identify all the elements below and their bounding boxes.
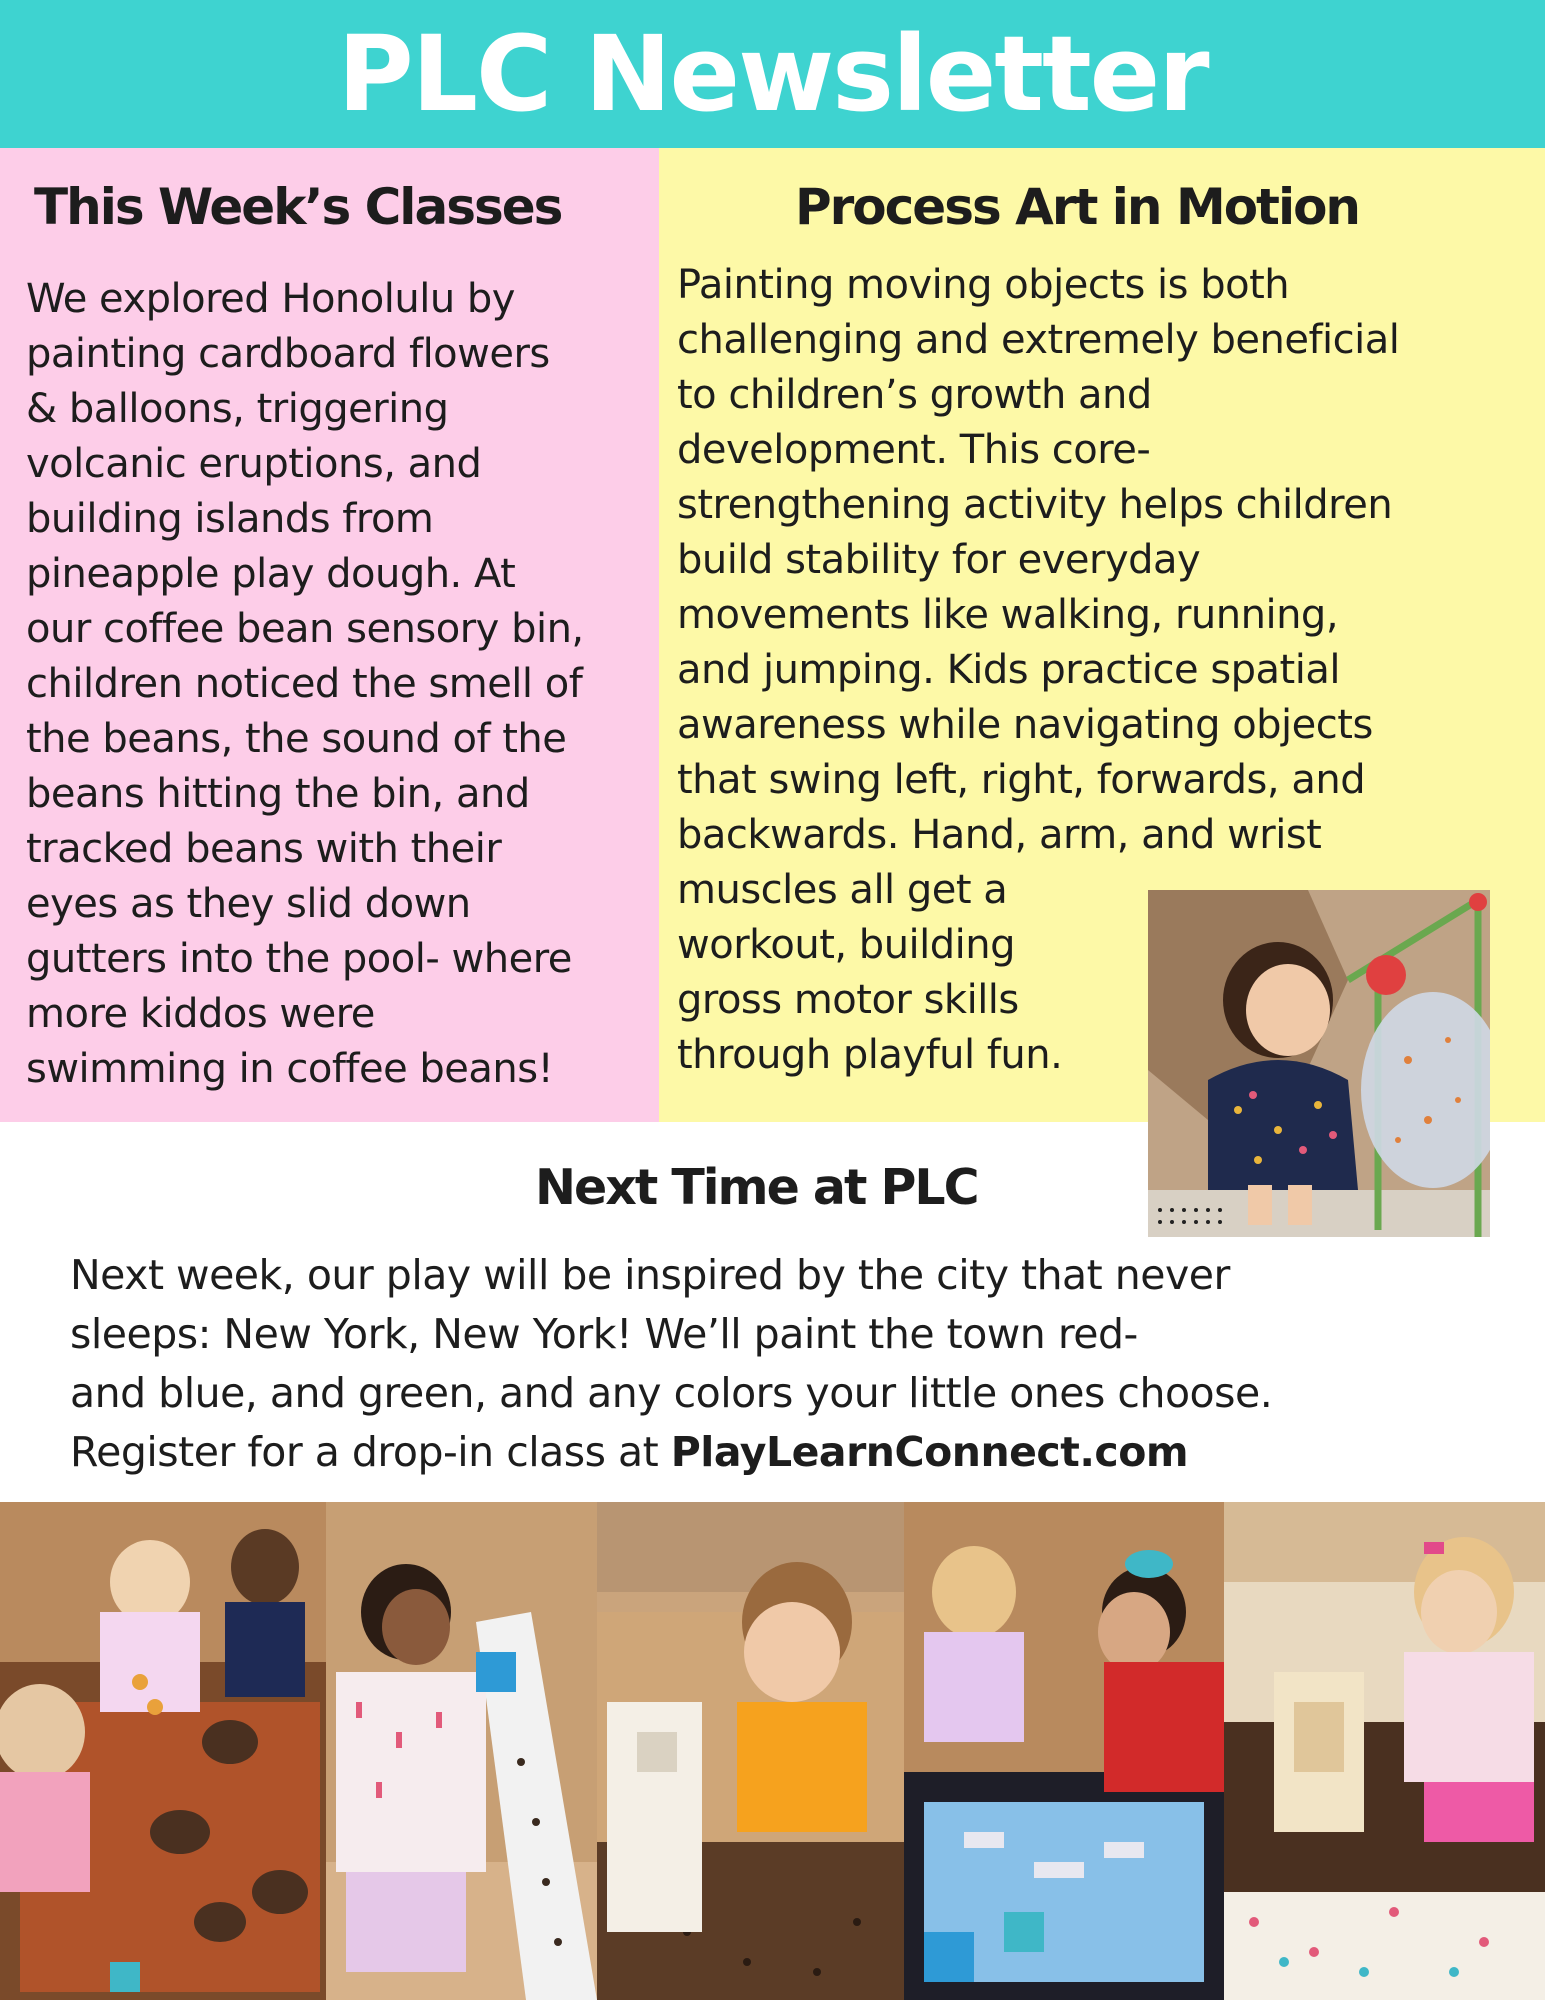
volcano-play-photo xyxy=(0,1502,326,2000)
next-time-line-1: Next week, our play will be inspired by the city that never xyxy=(70,1251,1230,1299)
process-art-title: Process Art in Motion xyxy=(795,178,1360,236)
next-time-title: Next Time at PLC xyxy=(535,1159,978,1216)
this-weeks-classes-section xyxy=(0,148,659,1122)
gutter-slide-photo xyxy=(326,1502,597,2000)
website-link[interactable]: PlayLearnConnect.com xyxy=(670,1428,1189,1476)
next-time-body xyxy=(70,1246,1530,1482)
next-time-line-2: sleeps: New York, New York! We’ll paint the town red- xyxy=(70,1310,1138,1358)
newsletter-header xyxy=(0,0,1545,148)
photo-strip xyxy=(0,1502,1545,2000)
next-time-line-3: and blue, and green, and any colors your little ones choose. xyxy=(70,1369,1273,1417)
register-text: Register for a drop-in class at xyxy=(70,1428,671,1476)
process-art-body-continued: muscles all get a workout, building gross motor skills through playful fun. xyxy=(677,867,1063,1078)
girl-bean-machine-photo xyxy=(1224,1502,1545,2000)
this-weeks-classes-body: We explored Honolulu by painting cardboard flowers & balloons, triggering volcanic eruptions, and building islands from pineapple play dough. At our coffee bean sensory bin, children noticed the smell of the beans, the sound of the beans hitting the bin, and tracked beans with their eyes as they slid down gutters into the pool- where more kiddos were swimming in coffee beans! xyxy=(26,276,584,1092)
next-time-line-4 xyxy=(70,1423,1530,1482)
newsletter-title: PLC Newsletter xyxy=(337,13,1208,135)
process-art-body: Painting moving objects is both challenging and extremely beneficial to children’s growth and development. This core- strengthening activity helps children build stability for everyday movements like walking, running, and jumping. Kids practice spatial awareness while navigating objects that swing left, right, forwards, and backwards. Hand, arm, and wrist xyxy=(677,262,1400,858)
this-weeks-classes-title: This Week’s Classes xyxy=(34,178,562,236)
ocean-sensory-bin-photo xyxy=(904,1502,1224,2000)
boy-sensory-bin-photo xyxy=(597,1502,904,2000)
girl-painting-balloon-photo xyxy=(1148,890,1490,1237)
